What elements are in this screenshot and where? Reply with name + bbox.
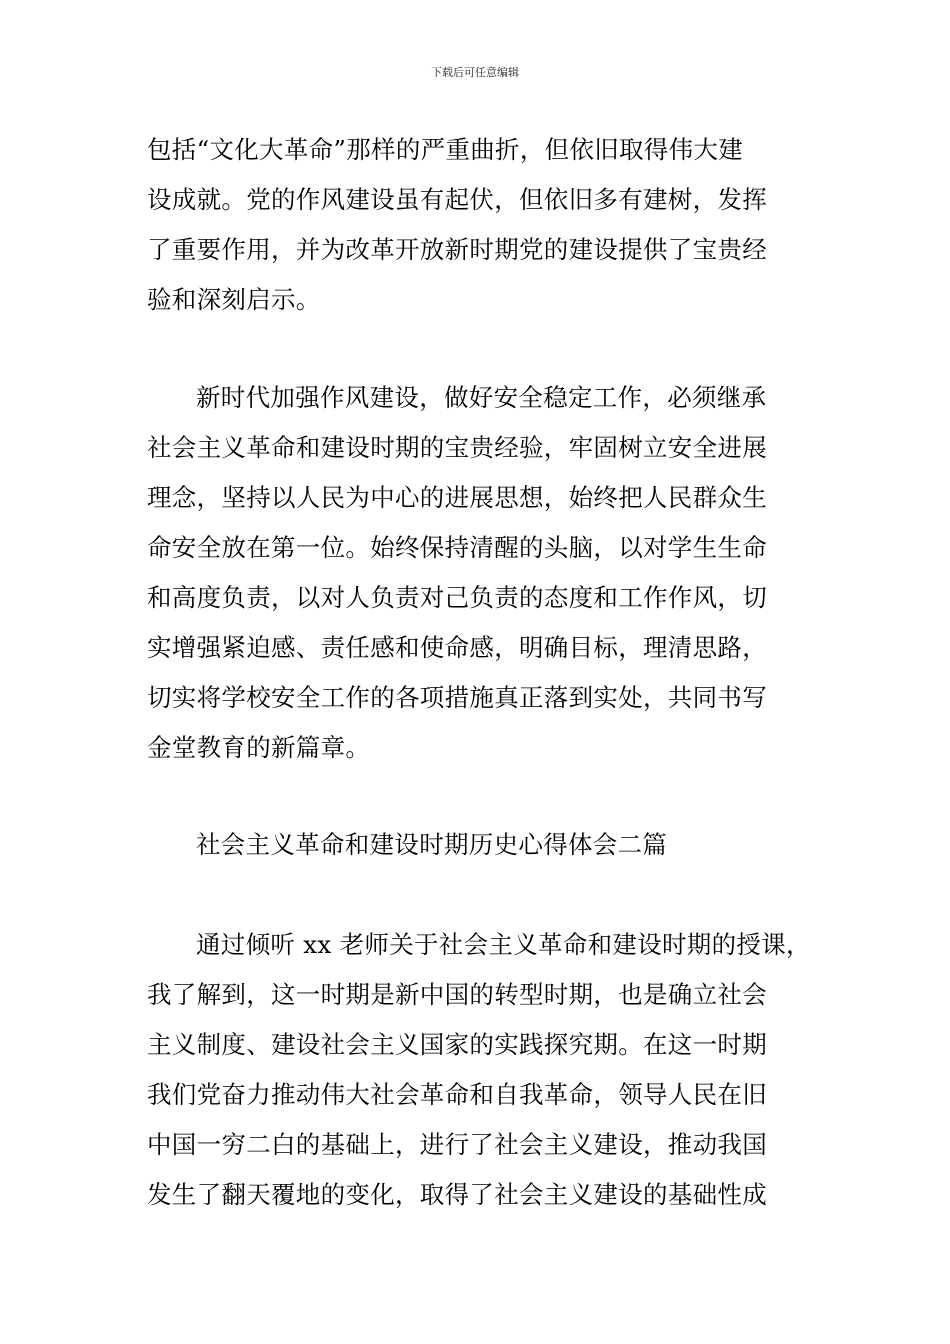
paragraph-4-line-6: 发生了翻天覆地的变化，取得了社会主义建设的基础性成: [147, 1180, 767, 1209]
paragraph-1-line-3: 了重要作用，并为改革开放新时期党的建设提供了宝贵经: [147, 235, 767, 264]
paragraph-4-line-2: 我了解到，这一时期是新中国的转型时期，也是确立社会: [147, 980, 767, 1009]
paragraph-2-line-8: 金堂教育的新篇章。: [147, 733, 371, 762]
paragraph-2-line-4: 命安全放在第一位。始终保持清醒的头脑，以对学生生命: [147, 533, 767, 562]
paragraph-2-line-6: 实增强紧迫感、责任感和使命感，明确目标，理清思路，: [147, 633, 767, 662]
paragraph-2-line-7: 切实将学校安全工作的各项措施真正落到实处，共同书写: [147, 683, 767, 712]
paragraph-4-line-4: 我们党奋力推动伟大社会革命和自我革命，领导人民在旧: [147, 1080, 767, 1109]
paragraph-2-line-3: 理念，坚持以人民为中心的进展思想，始终把人民群众生: [147, 483, 767, 512]
paragraph-2-line-5: 和高度负责，以对人负责对己负责的态度和工作作风，切: [147, 583, 767, 612]
page-header: 下载后可任意编辑: [431, 66, 519, 79]
paragraph-4-line-3: 主义制度、建设社会主义国家的实践探究期。在这一时期: [147, 1030, 767, 1059]
paragraph-1-line-1: 包括“文化大革命”那样的严重曲折，但依旧取得伟大建: [147, 135, 744, 164]
section-title: 社会主义革命和建设时期历史心得体会二篇: [196, 830, 668, 859]
paragraph-2-line-1: 新时代加强作风建设，做好安全稳定工作，必须继承: [196, 383, 767, 412]
paragraph-4-line-1: 通过倾听 xx 老师关于社会主义革命和建设时期的授课，: [196, 930, 811, 959]
paragraph-2-line-2: 社会主义革命和建设时期的宝贵经验，牢固树立安全进展: [147, 433, 767, 462]
paragraph-1-line-2: 设成就。党的作风建设虽有起伏，但依旧多有建树，发挥: [147, 185, 767, 214]
paragraph-1-line-4: 验和深刻启示。: [147, 285, 321, 314]
paragraph-4-line-5: 中国一穷二白的基础上，进行了社会主义建设，推动我国: [147, 1130, 767, 1159]
